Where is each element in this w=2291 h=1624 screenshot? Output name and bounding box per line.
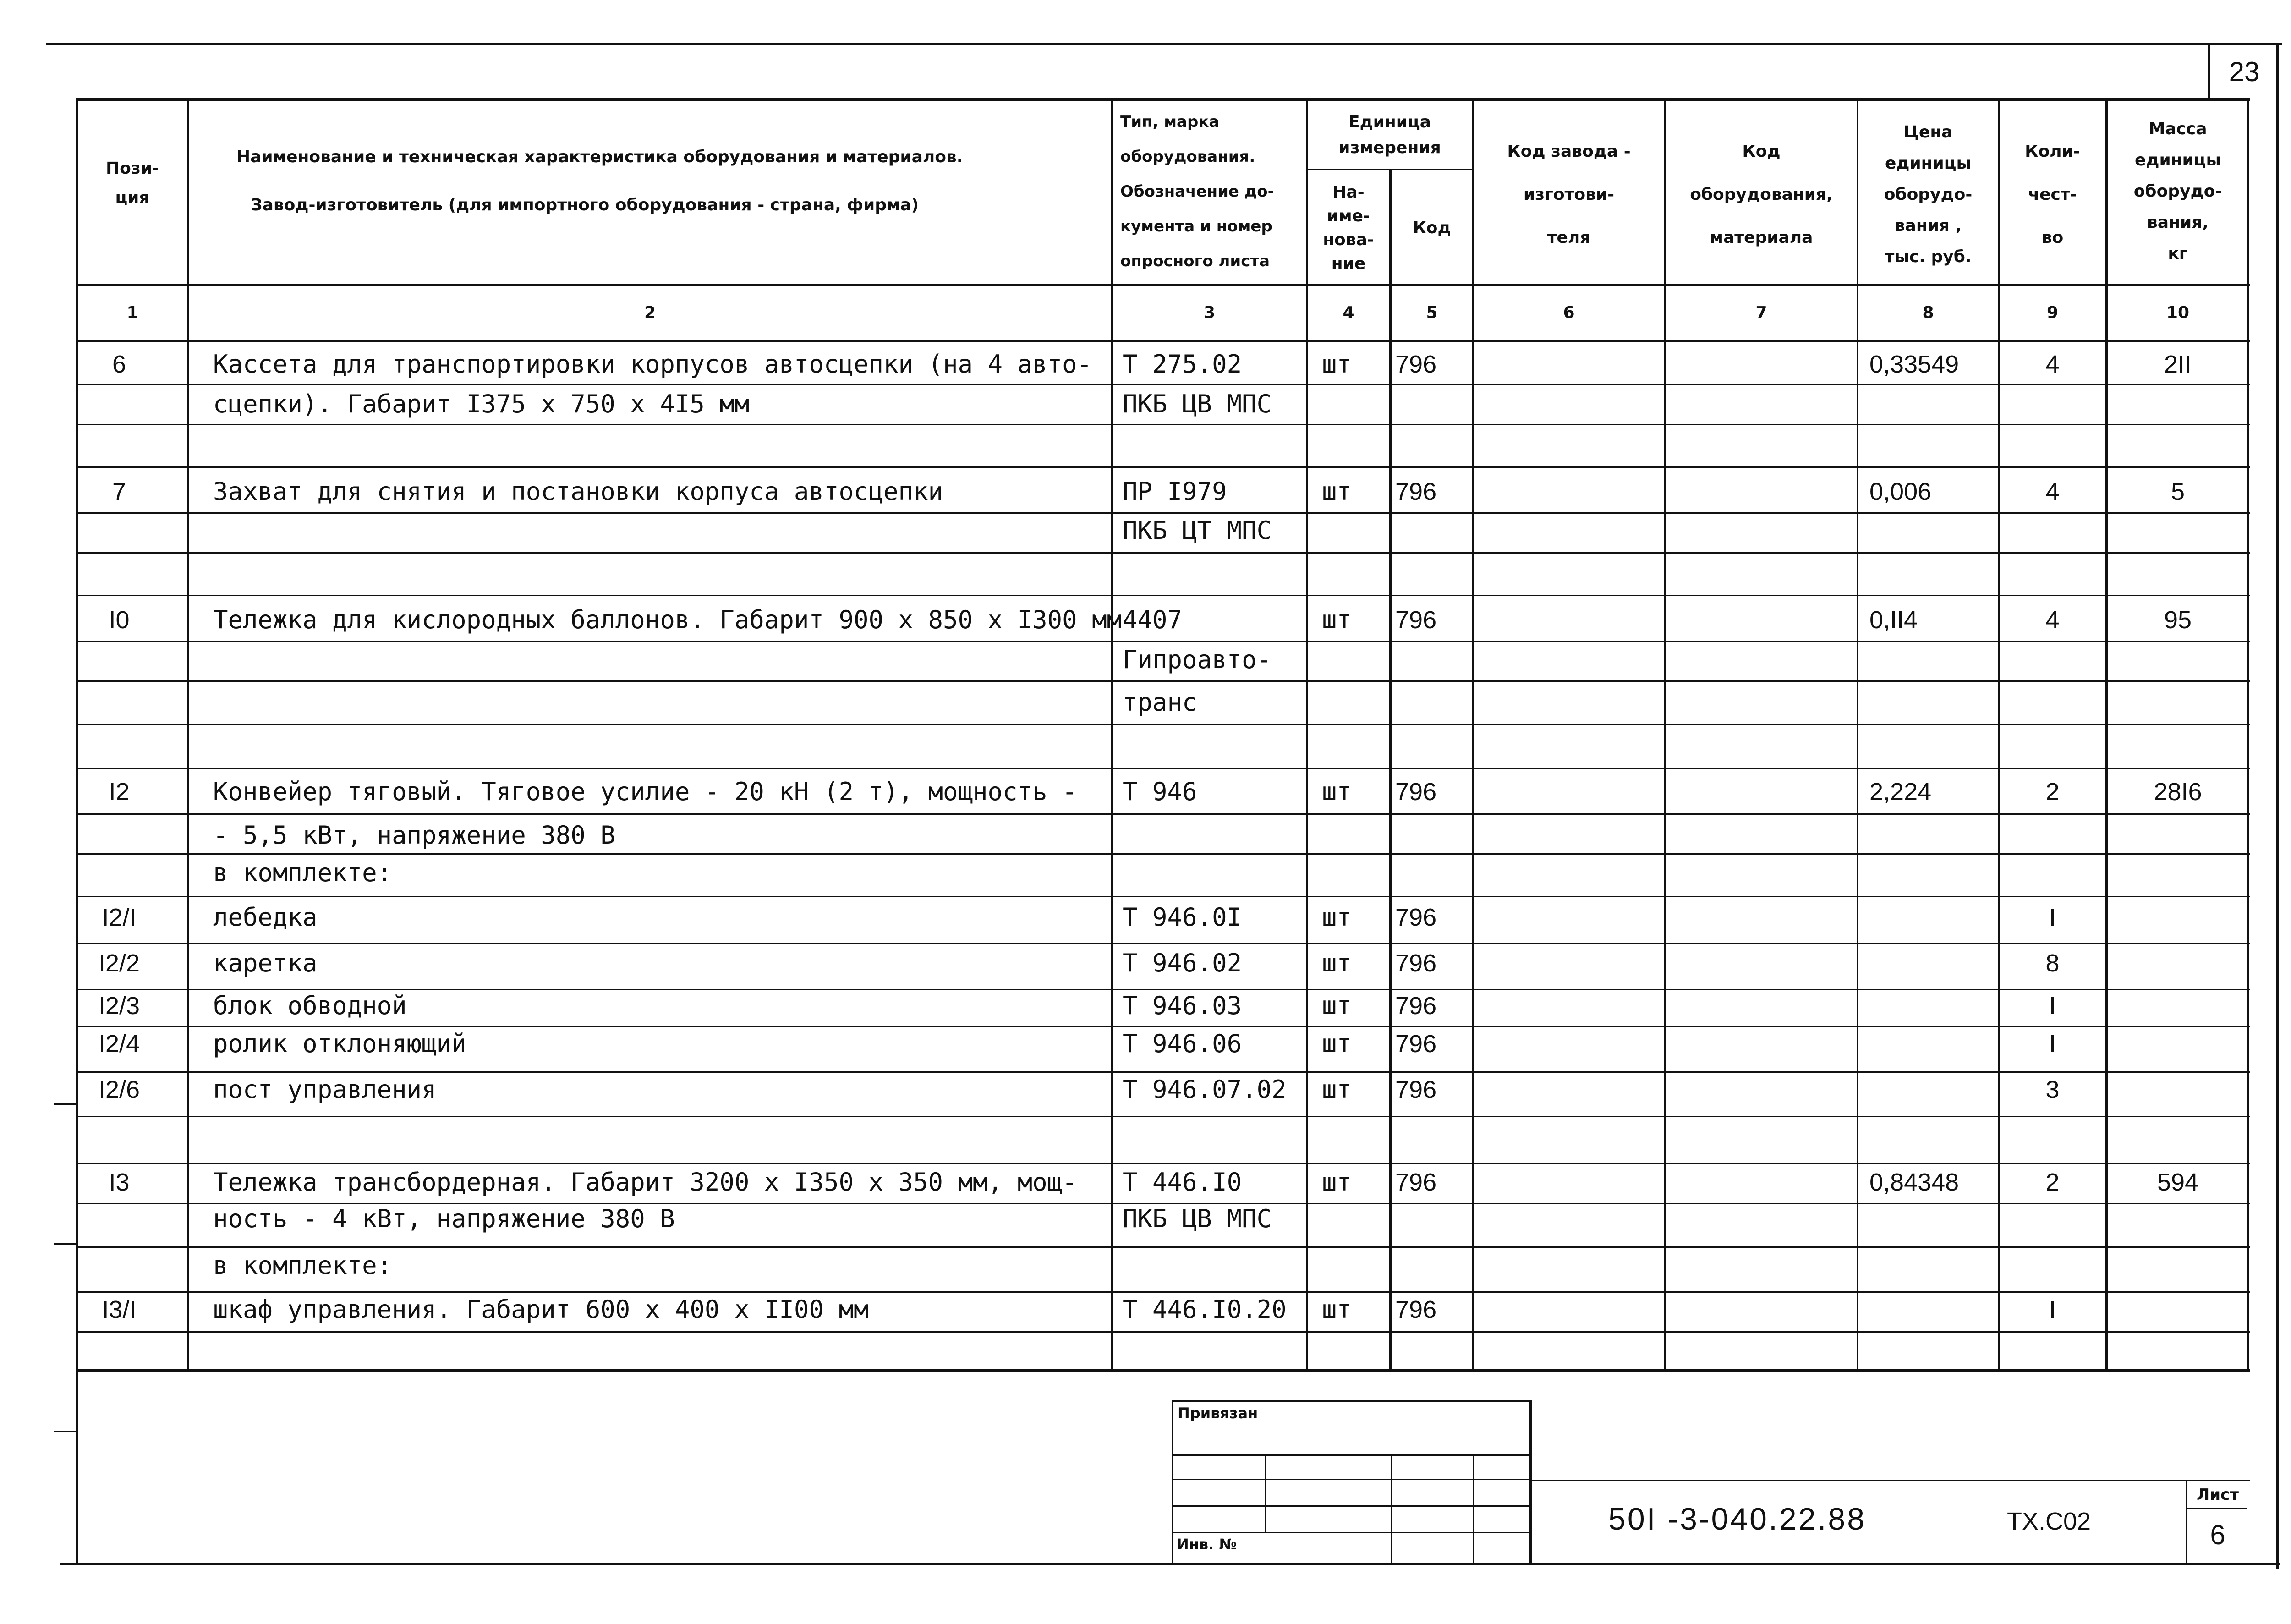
cell-qty: 4 bbox=[2045, 478, 2060, 505]
cell-name: Кассета для транспортировки корпусов автосцепки (на 4 авто- bbox=[213, 350, 1092, 379]
column-number: 5 bbox=[1426, 303, 1438, 322]
cell-price: 0,33549 bbox=[1869, 351, 1959, 378]
cell-name: - 5,5 кВт, напряжение 380 В bbox=[213, 821, 615, 850]
cell-type: Гипроавто- bbox=[1123, 645, 1272, 674]
col-divider-10 bbox=[2247, 98, 2249, 1370]
cell-pos: 7 bbox=[112, 478, 126, 505]
row-line bbox=[76, 384, 2250, 385]
stamp-box-divider bbox=[1391, 1455, 1392, 1565]
row-line bbox=[76, 768, 2250, 769]
cell-pos: I2/6 bbox=[98, 1076, 140, 1103]
header-unit-name: На- име- нова- ние bbox=[1323, 182, 1374, 273]
header-factory-code: Код завода - изготови- теля bbox=[1507, 142, 1631, 247]
row-line bbox=[76, 552, 2250, 554]
header-equipment-code: Код оборудования, материала bbox=[1690, 142, 1833, 247]
header-unit-code: Код bbox=[1413, 218, 1451, 237]
cell-qty: 4 bbox=[2045, 351, 2060, 378]
cell-name: Захват для снятия и постановки корпуса автосцепки bbox=[213, 477, 943, 506]
row-line bbox=[76, 896, 2250, 897]
cell-qty: 8 bbox=[2045, 949, 2060, 977]
document-code: 50I -3-040.22.88 bbox=[1608, 1502, 1867, 1536]
row-line bbox=[76, 724, 2250, 725]
cell-name: блок обводной bbox=[213, 991, 407, 1020]
cell-code: 796 bbox=[1395, 992, 1437, 1020]
cell-type: Т 446.I0.20 bbox=[1123, 1295, 1287, 1324]
cell-code: 796 bbox=[1395, 1076, 1437, 1103]
row-line bbox=[76, 943, 2250, 944]
cell-price: 0,84348 bbox=[1869, 1169, 1959, 1196]
cell-unit: шт bbox=[1322, 477, 1352, 506]
section-code: ТХ.С02 bbox=[2007, 1508, 2091, 1535]
cell-code: 796 bbox=[1395, 351, 1437, 378]
cell-name: ролик отклоняющий bbox=[213, 1029, 466, 1058]
cell-unit: шт bbox=[1322, 605, 1352, 634]
stamp-box-left bbox=[1172, 1400, 1173, 1565]
cell-unit: шт bbox=[1322, 903, 1352, 932]
sheet-label: Лист bbox=[2197, 1486, 2239, 1504]
bound-label: Привязан bbox=[1178, 1405, 1258, 1422]
header-pos: Пози- ция bbox=[106, 159, 159, 207]
cell-code: 796 bbox=[1395, 778, 1437, 806]
cell-name: лебедка bbox=[213, 903, 318, 932]
cell-type: транс bbox=[1123, 688, 1197, 717]
inventory-number-label: Инв. № bbox=[1177, 1536, 1237, 1553]
cell-unit: шт bbox=[1322, 1295, 1352, 1324]
column-number: 9 bbox=[2046, 303, 2059, 322]
header-quantity: Коли- чест- во bbox=[2025, 142, 2080, 247]
sheet-number-top: 23 bbox=[2229, 56, 2260, 87]
cell-unit: шт bbox=[1322, 1029, 1352, 1058]
stamp-box-top bbox=[1172, 1400, 1531, 1402]
cell-price: 0,006 bbox=[1869, 478, 1932, 505]
stamp-box-line bbox=[1172, 1479, 1531, 1480]
stamp-box-line bbox=[1172, 1454, 1531, 1456]
top-border-line bbox=[46, 43, 2282, 45]
cell-type: Т 946.0I bbox=[1123, 903, 1242, 932]
cell-mass: 28I6 bbox=[2154, 778, 2202, 806]
cell-unit: шт bbox=[1322, 991, 1352, 1020]
header-mass: Масса единицы оборудо- вания, кг bbox=[2133, 120, 2222, 263]
cell-type: Т 275.02 bbox=[1123, 350, 1242, 379]
cell-type: Т 946 bbox=[1123, 777, 1197, 806]
margin-tick bbox=[54, 1103, 77, 1105]
cell-type: ПКБ ЦВ МПС bbox=[1123, 390, 1272, 418]
stamp-box-right bbox=[1529, 1400, 1532, 1565]
cell-unit: шт bbox=[1322, 1075, 1352, 1104]
column-number: 3 bbox=[1203, 303, 1216, 322]
header-name: Наименование и техническая характеристика оборудования и материалов. Завод-изготовитель (для импортного оборудования - страна, фирма) bbox=[236, 148, 963, 214]
frame-right-line bbox=[2276, 43, 2279, 1569]
stamp-box-line bbox=[1172, 1532, 1531, 1533]
cell-pos: I3/I bbox=[102, 1296, 137, 1323]
column-number: 10 bbox=[2166, 303, 2190, 322]
cell-name: Тележка для кислородных баллонов. Габарит 900 x 850 x I300 мм bbox=[213, 605, 1122, 634]
cell-name: Конвейер тяговый. Тяговое усилие - 20 кН (2 т), мощность - bbox=[213, 777, 1077, 806]
row-line bbox=[76, 813, 2250, 815]
table-top-line bbox=[76, 98, 2250, 101]
cell-pos: I2/I bbox=[102, 904, 137, 931]
cell-name: в комплекте: bbox=[213, 858, 392, 887]
sheet-value: 6 bbox=[2210, 1520, 2225, 1550]
cell-type: 4407 bbox=[1123, 605, 1183, 634]
cell-mass: 2II bbox=[2164, 351, 2192, 378]
header-unit-group: Единица измерения bbox=[1338, 113, 1441, 157]
col-divider-4 bbox=[1389, 170, 1392, 1370]
row-line bbox=[76, 466, 2250, 468]
row-line bbox=[76, 680, 2250, 682]
cell-code: 796 bbox=[1395, 606, 1437, 634]
bottom-border-line bbox=[60, 1563, 2280, 1565]
row-line bbox=[76, 1116, 2250, 1117]
table-bottom-line bbox=[76, 1369, 2250, 1372]
row-line bbox=[76, 1246, 2250, 1248]
cell-code: 796 bbox=[1395, 1169, 1437, 1196]
cell-mass: 95 bbox=[2164, 606, 2192, 634]
cell-mass: 594 bbox=[2157, 1169, 2199, 1196]
sheet-number-frame-left bbox=[2208, 43, 2210, 100]
cell-type: ПР I979 bbox=[1123, 477, 1227, 506]
cell-mass: 5 bbox=[2170, 478, 2185, 505]
cell-pos: I2/4 bbox=[98, 1030, 140, 1058]
cell-code: 796 bbox=[1395, 1030, 1437, 1058]
column-number: 1 bbox=[126, 303, 138, 322]
header-price: Цена единицы оборудо- вания , тыс. руб. bbox=[1884, 123, 1973, 266]
cell-name: ность - 4 кВт, напряжение 380 В bbox=[213, 1204, 675, 1233]
cell-name: сцепки). Габарит I375 x 750 x 4I5 мм bbox=[213, 390, 750, 418]
cell-price: 0,II4 bbox=[1869, 606, 1918, 634]
stamp-box-divider bbox=[1265, 1455, 1266, 1533]
cell-type: Т 946.07.02 bbox=[1123, 1075, 1287, 1104]
margin-tick bbox=[54, 1431, 77, 1432]
cell-pos: I0 bbox=[109, 606, 130, 634]
row-line bbox=[76, 424, 2250, 425]
stamp-box-divider bbox=[1473, 1455, 1474, 1565]
cell-unit: шт bbox=[1322, 350, 1352, 379]
column-number: 8 bbox=[1922, 303, 1934, 322]
cell-code: 796 bbox=[1395, 949, 1437, 977]
row-line bbox=[76, 1331, 2250, 1333]
stamp-top-line-right bbox=[1529, 1480, 2250, 1481]
cell-unit: шт bbox=[1322, 949, 1352, 977]
cell-type: Т 946.06 bbox=[1123, 1029, 1242, 1058]
cell-qty: 2 bbox=[2045, 1169, 2060, 1196]
cell-name: каретка bbox=[213, 949, 318, 977]
cell-name: в комплекте: bbox=[213, 1251, 392, 1280]
cell-code: 796 bbox=[1395, 1296, 1437, 1323]
cell-qty: I bbox=[2049, 1030, 2056, 1058]
cell-unit: шт bbox=[1322, 1168, 1352, 1196]
cell-qty: I bbox=[2049, 1296, 2056, 1323]
cell-type: Т 946.03 bbox=[1123, 991, 1242, 1020]
row-line bbox=[76, 595, 2250, 596]
cell-code: 796 bbox=[1395, 478, 1437, 505]
column-number: 6 bbox=[1563, 303, 1575, 322]
cell-type: ПКБ ЦВ МПС bbox=[1123, 1204, 1272, 1233]
cell-qty: I bbox=[2049, 904, 2056, 931]
cell-code: 796 bbox=[1395, 904, 1437, 931]
margin-tick bbox=[54, 1243, 77, 1245]
column-number: 7 bbox=[1755, 303, 1767, 322]
cell-qty: 3 bbox=[2045, 1076, 2060, 1103]
column-number: 2 bbox=[644, 303, 656, 322]
cell-type: Т 446.I0 bbox=[1123, 1168, 1242, 1196]
cell-name: Тележка трансбордерная. Габарит 3200 x I350 x 350 мм, мощ- bbox=[213, 1168, 1077, 1196]
sheet-box-divider bbox=[2186, 1508, 2247, 1509]
column-number: 4 bbox=[1343, 303, 1354, 322]
stamp-box-line bbox=[1172, 1505, 1531, 1507]
cell-price: 2,224 bbox=[1869, 778, 1932, 806]
cell-qty: 4 bbox=[2045, 606, 2060, 634]
cell-pos: I3 bbox=[109, 1169, 130, 1196]
cell-name: шкаф управления. Габарит 600 x 400 x II00 мм bbox=[213, 1295, 869, 1324]
header-type: Тип, марка оборудования. Обозначение до- кумента и номер опросного листа bbox=[1120, 113, 1274, 270]
cell-pos: I2/3 bbox=[98, 992, 140, 1020]
cell-qty: 2 bbox=[2045, 778, 2060, 806]
cell-pos: 6 bbox=[112, 351, 126, 378]
cell-pos: I2 bbox=[109, 778, 130, 806]
cell-type: ПКБ ЦТ МПС bbox=[1123, 516, 1272, 545]
cell-type: Т 946.02 bbox=[1123, 949, 1242, 977]
cell-pos: I2/2 bbox=[98, 949, 140, 977]
sheet-box-left bbox=[2186, 1480, 2187, 1565]
cell-name: пост управления bbox=[213, 1075, 437, 1104]
cell-unit: шт bbox=[1322, 777, 1352, 806]
cell-qty: I bbox=[2049, 992, 2056, 1020]
